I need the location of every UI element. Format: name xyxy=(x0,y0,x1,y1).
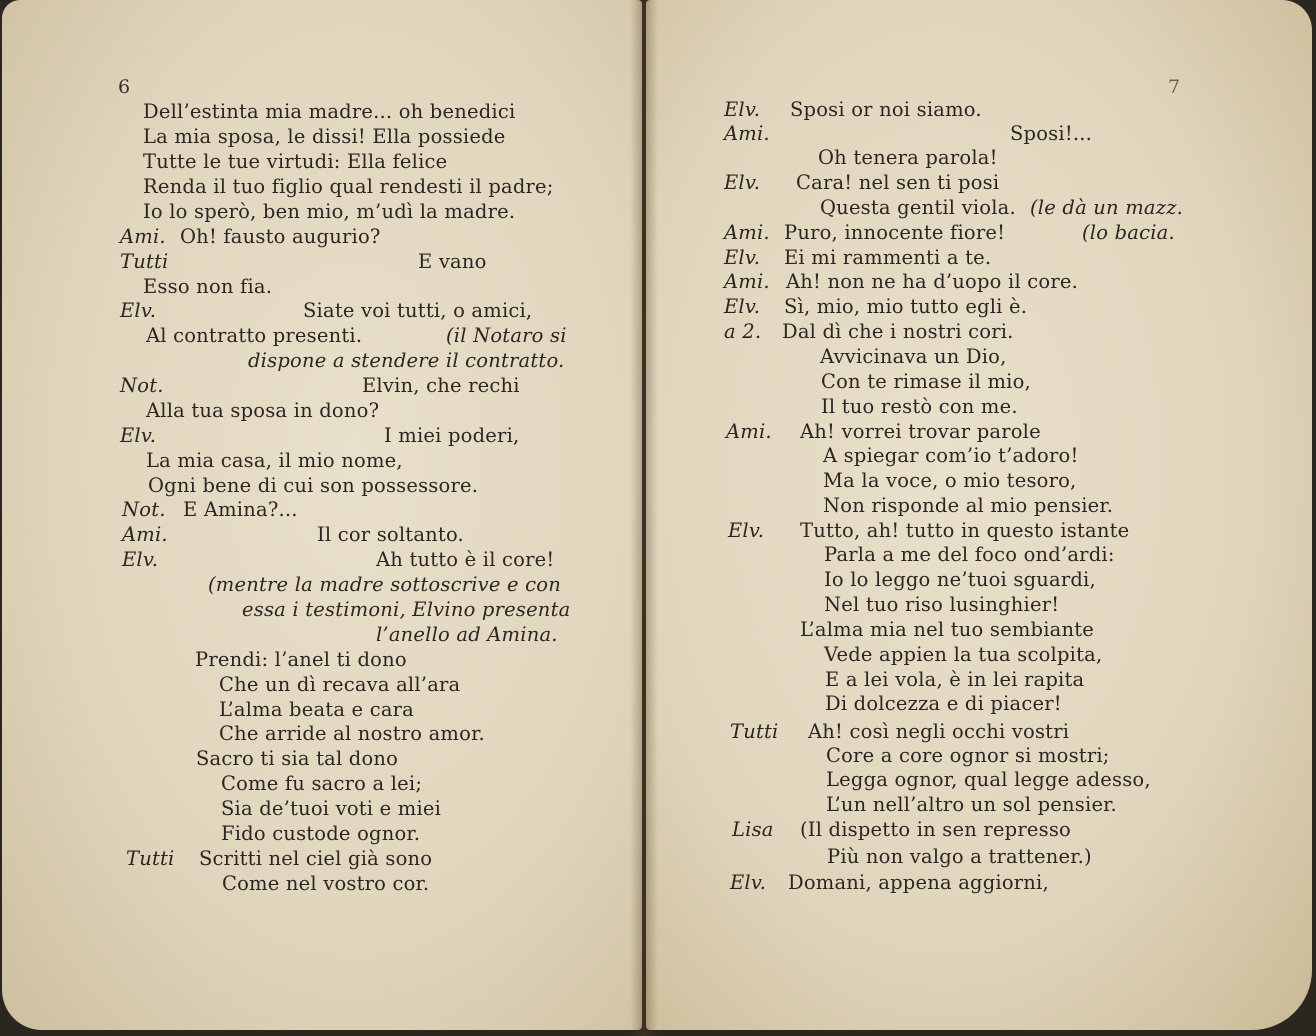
verse-line: Oh tenera parola! xyxy=(818,146,998,169)
speaker-label: Ami. xyxy=(122,523,168,546)
verse-line: Che un dì recava all’ara xyxy=(219,673,461,696)
verse-line: Come nel vostro cor. xyxy=(222,872,430,895)
speaker-label: Elv. xyxy=(122,548,159,571)
verse-line: Vede appien la tua scolpita, xyxy=(824,643,1103,666)
verse-line: Sacro ti sia tal dono xyxy=(196,747,399,770)
stage-direction: l’anello ad Amina. xyxy=(376,623,558,646)
verse-line: Core a core ognor si mostri; xyxy=(826,744,1110,767)
verse-line: Ah tutto è il core! xyxy=(376,548,555,571)
verse-line: A spiegar com’io t’adoro! xyxy=(823,444,1079,467)
verse-line: Questa gentil viola. xyxy=(820,196,1016,219)
stage-direction: (il Notaro si xyxy=(446,324,567,347)
verse-line: Il tuo restò con me. xyxy=(821,395,1018,418)
verse-line: Ma la voce, o mio tesoro, xyxy=(823,469,1077,492)
verse-line: Sì, mio, mio tutto egli è. xyxy=(784,295,1028,318)
verse-line: Sposi!... xyxy=(1010,122,1093,145)
speaker-label: Elv. xyxy=(120,299,157,322)
verse-line: Io lo sperò, ben mio, m’udì la madre. xyxy=(143,200,516,223)
verse-line: Scritti nel ciel già sono xyxy=(199,847,433,870)
book-gutter xyxy=(630,0,658,1036)
verse-line: Legga ognor, qual legge adesso, xyxy=(826,768,1151,791)
verse-line: (Il dispetto in sen represso xyxy=(800,818,1071,841)
speaker-label: Tutti xyxy=(126,847,175,870)
verse-line: Non risponde al mio pensier. xyxy=(823,494,1114,517)
speaker-label: Tutti xyxy=(120,250,169,273)
verse-line: Ei mi rammenti a te. xyxy=(784,246,992,269)
speaker-label: Not. xyxy=(120,374,164,397)
verse-line: Renda il tuo figlio qual rendesti il padre; xyxy=(143,175,554,198)
verse-line: Avvicinava un Dio, xyxy=(820,345,1007,368)
verse-line: Esso non fia. xyxy=(143,275,273,298)
verse-line: Il cor soltanto. xyxy=(317,523,464,546)
verse-line: Siate voi tutti, o amici, xyxy=(303,299,533,322)
verse-line: Ogni bene di cui son possessore. xyxy=(148,474,479,497)
verse-line: Sposi or noi siamo. xyxy=(790,98,982,121)
verse-line: L’alma mia nel tuo sembiante xyxy=(800,618,1094,641)
verse-line: Io lo leggo ne’tuoi sguardi, xyxy=(824,568,1096,591)
speaker-label: Elv. xyxy=(724,246,761,269)
speaker-label: Tutti xyxy=(730,720,779,743)
speaker-label: Ami. xyxy=(724,270,770,293)
verse-line: Domani, appena aggiorni, xyxy=(788,871,1049,894)
verse-line: E vano xyxy=(418,250,487,273)
verse-line: Ah! così negli occhi vostri xyxy=(808,720,1070,743)
verse-line: Di dolcezza e di piacer! xyxy=(825,692,1062,715)
speaker-label: Elv. xyxy=(724,171,761,194)
stage-direction: (mentre la madre sottoscrive e con xyxy=(208,573,561,596)
speaker-label: Elv. xyxy=(724,98,761,121)
page-number-right: 7 xyxy=(1168,76,1181,98)
verse-line: E a lei vola, è in lei rapita xyxy=(825,668,1085,691)
verse-line: Oh! fausto augurio? xyxy=(180,225,381,248)
verse-line: Elvin, che rechi xyxy=(362,374,520,397)
verse-line: Puro, innocente fiore! xyxy=(784,221,1006,244)
speaker-label: Lisa xyxy=(732,818,774,841)
stage-direction: essa i testimoni, Elvino presenta xyxy=(242,598,571,621)
verse-line: Parla a me del foco ond’ardi: xyxy=(824,543,1115,566)
verse-line: Con te rimase il mio, xyxy=(821,370,1031,393)
verse-line: Più non valgo a trattener.) xyxy=(827,845,1092,868)
verse-line: Sia de’tuoi voti e miei xyxy=(221,797,442,820)
stage-direction: (le dà un mazz. xyxy=(1030,196,1184,219)
speaker-label: Not. xyxy=(122,498,166,521)
verse-line: L’un nell’altro un sol pensier. xyxy=(826,793,1117,816)
verse-line: Nel tuo riso lusinghier! xyxy=(824,593,1060,616)
verse-line: Alla tua sposa in dono? xyxy=(146,399,380,422)
speaker-label: Ami. xyxy=(726,420,772,443)
verse-line: Prendi: l’anel ti dono xyxy=(195,648,407,671)
verse-line: La mia sposa, le dissi! Ella possiede xyxy=(143,125,506,148)
verse-line: Come fu sacro a lei; xyxy=(221,772,423,795)
verse-line: Dal dì che i nostri cori. xyxy=(782,320,1014,343)
page-number-left: 6 xyxy=(118,76,131,98)
speaker-label: Elv. xyxy=(120,424,157,447)
speaker-label: Ami. xyxy=(120,225,166,248)
speaker-label: Ami. xyxy=(724,122,770,145)
verse-line: E Amina?... xyxy=(183,498,298,521)
verse-line: Ah! non ne ha d’uopo il core. xyxy=(786,270,1079,293)
verse-line: Tutto, ah! tutto in questo istante xyxy=(800,519,1130,542)
verse-line: Tutte le tue virtudi: Ella felice xyxy=(143,150,448,173)
speaker-label: Elv. xyxy=(730,871,767,894)
speaker-label: Elv. xyxy=(728,519,765,542)
verse-line: Ah! vorrei trovar parole xyxy=(800,420,1041,443)
verse-line: Fido custode ognor. xyxy=(221,822,421,845)
stage-direction: dispone a stendere il contratto. xyxy=(248,349,565,372)
verse-line: Cara! nel sen ti posi xyxy=(796,171,1000,194)
speaker-label: Elv. xyxy=(724,295,761,318)
verse-line: Dell’estinta mia madre... oh benedici xyxy=(143,100,516,123)
speaker-label: a 2. xyxy=(724,320,762,343)
speaker-label: Ami. xyxy=(724,221,770,244)
verse-line: Che arride al nostro amor. xyxy=(219,722,485,745)
verse-line: La mia casa, il mio nome, xyxy=(146,449,403,472)
verse-line: I miei poderi, xyxy=(384,424,520,447)
stage-direction: (lo bacia. xyxy=(1082,221,1175,244)
verse-line: Al contratto presenti. xyxy=(146,324,363,347)
verse-line: L’alma beata e cara xyxy=(219,698,414,721)
